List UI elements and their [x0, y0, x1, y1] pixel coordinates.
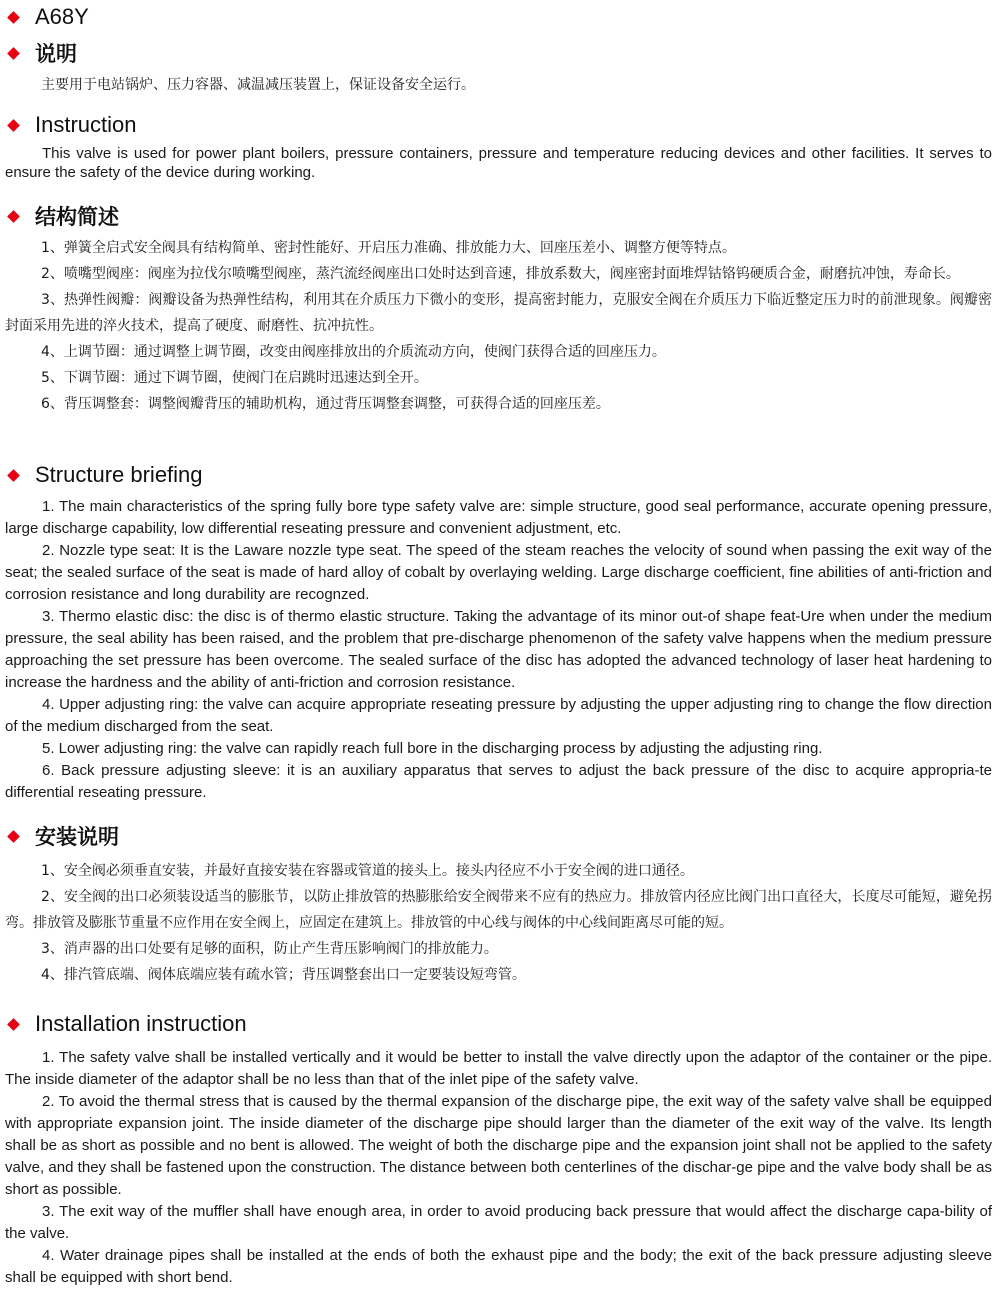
red-diamond-bullet-icon [7, 469, 20, 482]
paragraph: 2. To avoid the thermal stress that is caused by the thermal expansion of the discharge pipe, the exit way of the safety valve shall be equipped with appropriate expansion joint. The inside diameter of the discharge pipe should larger than the diameter of the exit way of the valve. Its length shall be as short as possible and no bent is allowed. The weight of both the discharge pipe and the expansion joint shall not be applied to the safety valve, and they shall be fastened upon the construction. The distance between both centerlines of the dischar-ge pipe and the valve body shall be as short as possible. [5, 1093, 992, 1198]
installation-en-body [5, 1047, 992, 1289]
section-title: Structure briefing [35, 462, 203, 487]
installation-cn-heading [6, 823, 119, 849]
red-diamond-bullet-icon [7, 830, 20, 843]
section-title: 说明 [35, 42, 77, 66]
paragraph: 2、安全阀的出口必须装设适当的膨胀节，以防止排放管的热膨胀给安全阀带来不应有的热应力。排放管内径应比阀门出口直径大，长度尽可能短，避免拐弯。排放管及膨胀节重量不应作用在安全阀上，应固定在建筑上。排放管的中心线与阀体的中心线间距离尽可能的短。 [5, 889, 992, 931]
model-title: A68Y [35, 4, 89, 29]
paragraph: 3、热弹性阀瓣：阀瓣设备为热弹性结构，利用其在介质压力下微小的变形，提高密封能力，克服安全阀在介质压力下临近整定压力时的前泄现象。阀瓣密封面采用先进的淬火技术，提高了硬度、耐磨性、抗冲抗性。 [5, 292, 992, 334]
paragraph: 4、上调节圈：通过调整上调节圈，改变由阀座排放出的介质流动方向，使阀门获得合适的回座压力。 [41, 344, 666, 360]
paragraph: 4. Upper adjusting ring: the valve can acquire appropriate reseating pressure by adjusting the upper adjusting ring to change the flow direction of the medium discharged from the seat. [5, 696, 992, 735]
paragraph: 主要用于电站锅炉、压力容器、减温减压装置上，保证设备安全运行。 [41, 77, 475, 93]
red-diamond-bullet-icon [7, 210, 20, 223]
structure-cn-heading [6, 203, 119, 229]
paragraph: 3、消声器的出口处要有足够的面积，防止产生背压影响阀门的排放能力。 [41, 941, 498, 957]
paragraph: 5. Lower adjusting ring: the valve can rapidly reach full bore in the discharging process by adjusting the adjusting ring. [42, 740, 823, 757]
red-diamond-bullet-icon [7, 11, 20, 24]
instruction-en-body [5, 144, 992, 182]
description-cn-heading [6, 40, 77, 66]
model-heading [6, 4, 89, 30]
section-title: Installation instruction [35, 1011, 247, 1036]
paragraph: 6. Back pressure adjusting sleeve: it is an auxiliary apparatus that serves to adjust the back pressure of the disc to acquire appropria-te differential reseating pressure. [5, 762, 992, 801]
paragraph: 4、排汽管底端、阀体底端应装有疏水管；背压调整套出口一定要装设短弯管。 [41, 967, 526, 983]
paragraph: 3. Thermo elastic disc: the disc is of thermo elastic structure. Taking the advantage of its minor out-of shape feat-Ure when under the medium pressure, the seal ability has been raised, and the problem that pre-discharge phenomenon of the safety valve happens when the medium pressure approaching the set pressure has been overcome. The sealed surface of the disc has adopted the advanced technology of laser heat hardening to increase the hardness and the ability of anti-friction and corrosion resistance. [5, 608, 992, 691]
section-title: 结构简述 [35, 205, 119, 229]
red-diamond-bullet-icon [7, 47, 20, 60]
red-diamond-bullet-icon [7, 1018, 20, 1031]
paragraph: This valve is used for power plant boilers, pressure containers, pressure and temperature reducing devices and other facilities. It serves to ensure the safety of the device during working. [5, 145, 992, 181]
paragraph: 2、喷嘴型阀座：阀座为拉伐尔喷嘴型阀座，蒸汽流经阀座出口处时达到音速，排放系数大，阀座密封面堆焊钴铬钨硬质合金，耐磨抗冲蚀，寿命长。 [41, 266, 960, 282]
paragraph: 3. The exit way of the muffler shall have enough area, in order to avoid producing back pressure that would affect the discharge capa-bility of the valve. [5, 1203, 992, 1242]
red-diamond-bullet-icon [7, 119, 20, 132]
paragraph: 1、安全阀必须垂直安装，并最好直接安装在容器或管道的接头上。接头内径应不小于安全阀的进口通径。 [41, 863, 694, 879]
section-title: Instruction [35, 112, 137, 137]
paragraph: 4. Water drainage pipes shall be installed at the ends of both the exhaust pipe and the body; the exit of the back pressure adjusting sleeve shall be equipped with short bend. [5, 1247, 992, 1286]
instruction-en-heading [6, 112, 137, 138]
installation-en-heading [6, 1011, 247, 1037]
structure-cn-body [5, 235, 992, 417]
structure-en-body [5, 496, 992, 804]
description-cn-body [5, 72, 992, 98]
installation-cn-body [5, 858, 992, 988]
paragraph: 1. The main characteristics of the spring fully bore type safety valve are: simple structure, good seal performance, accurate opening pressure, large discharge capability, low differential reseating pressure and convenient adjustment, etc. [5, 498, 992, 537]
section-title: 安装说明 [35, 825, 119, 849]
paragraph: 6、背压调整套：调整阀瓣背压的辅助机构，通过背压调整套调整，可获得合适的回座压差。 [41, 396, 610, 412]
paragraph: 1、弹簧全启式安全阀具有结构简单、密封性能好、开启压力准确、排放能力大、回座压差小、调整方便等特点。 [41, 240, 736, 256]
paragraph: 1. The safety valve shall be installed vertically and it would be better to install the valve directly upon the adaptor of the container or the pipe. The inside diameter of the adaptor shall be no less than that of the inlet pipe of the safety valve. [5, 1049, 992, 1088]
paragraph: 2. Nozzle type seat: It is the Laware nozzle type seat. The speed of the steam reaches the velocity of sound when passing the exit way of the seat; the sealed surface of the seat is made of hard alloy of cobalt by overlaying welding. Large discharge coefficient, fine abilities of anti-friction and corrosion resistance and long durability are recognzed. [5, 542, 992, 603]
paragraph: 5、下调节圈：通过下调节圈，使阀门在启跳时迅速达到全开。 [41, 370, 428, 386]
structure-en-heading [6, 462, 203, 488]
